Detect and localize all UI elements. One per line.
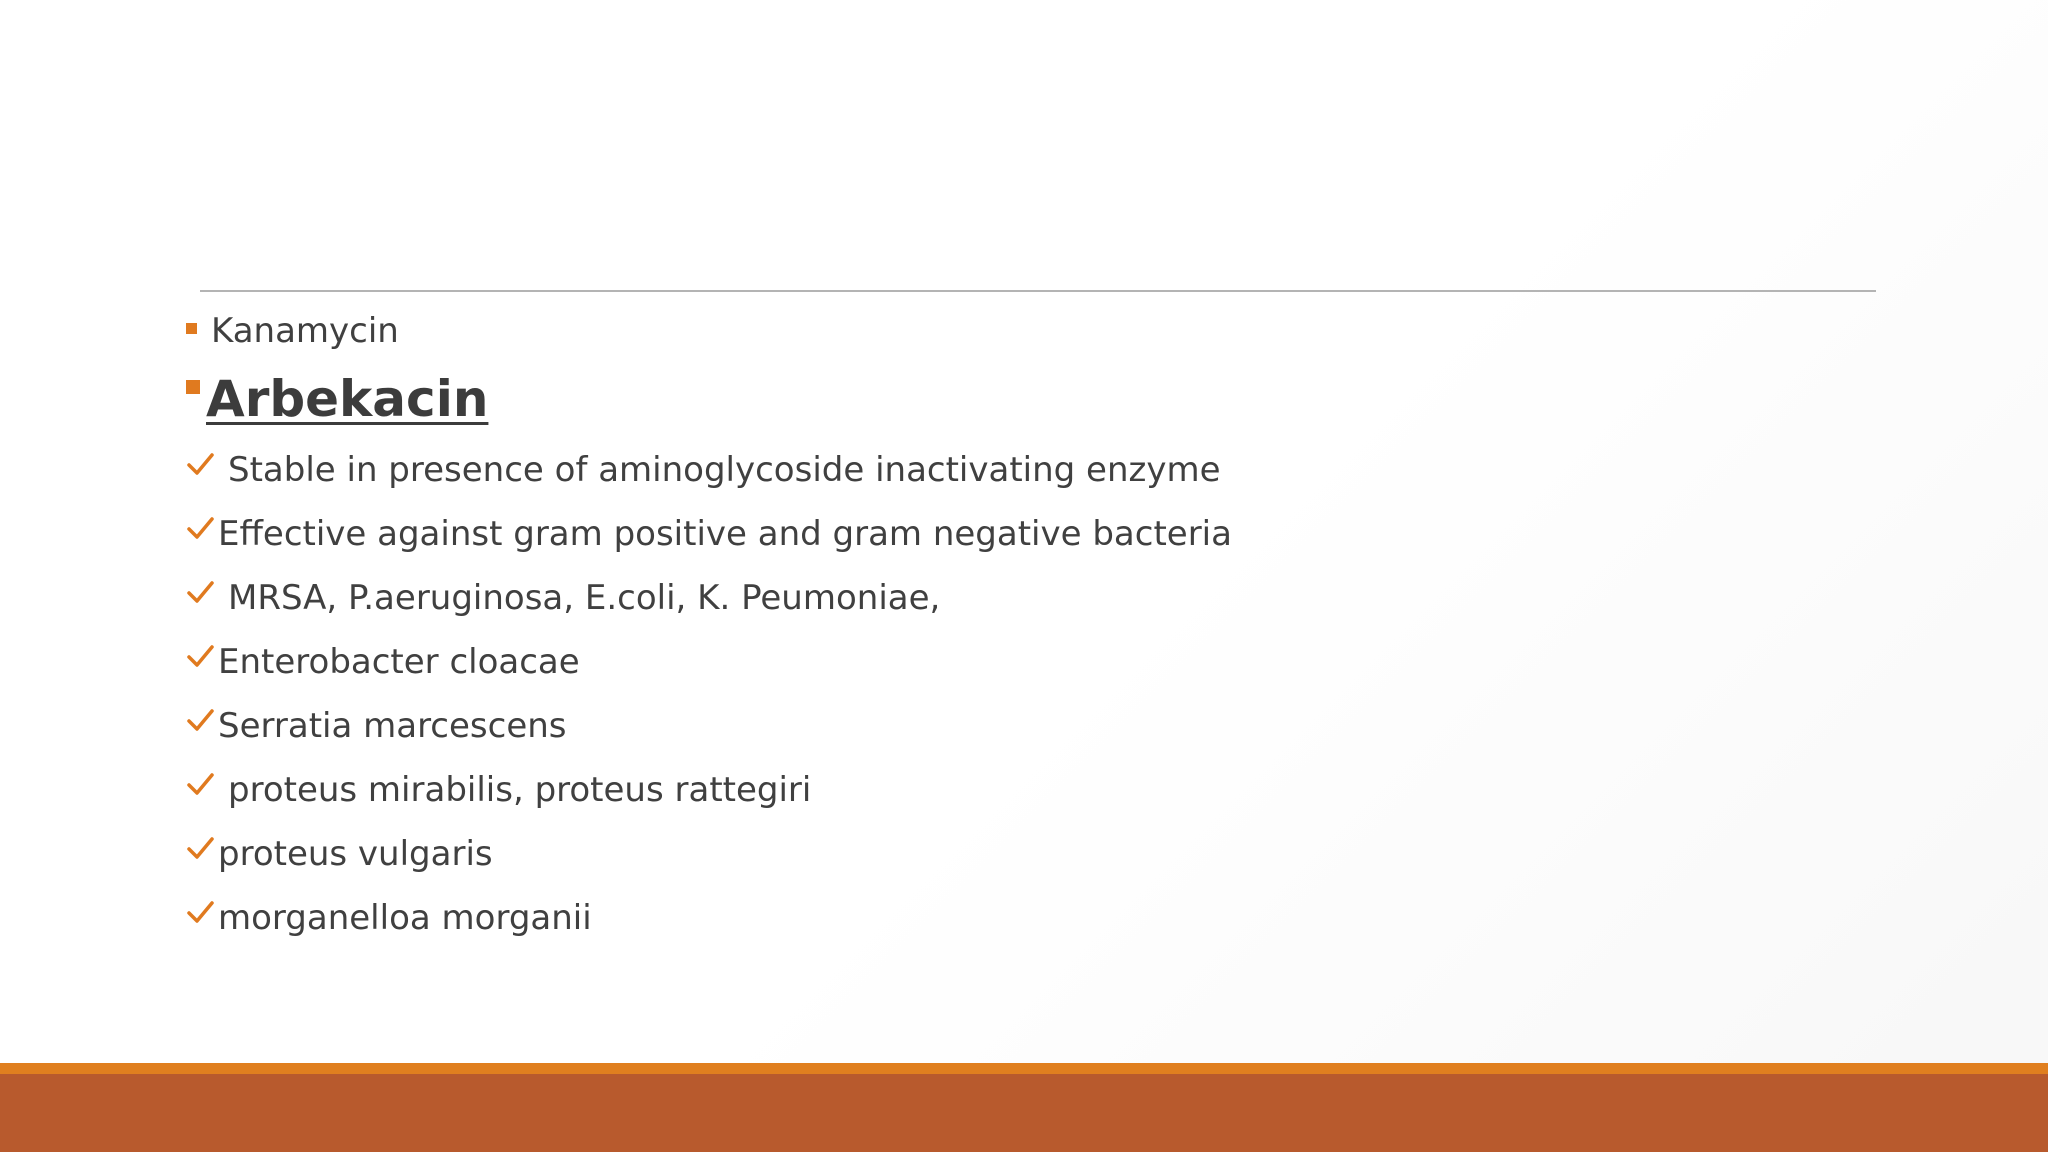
square-bullet-icon — [186, 380, 200, 394]
check-item-text: morganelloa morganii — [218, 898, 592, 938]
footer-accent-bar — [0, 1063, 2048, 1074]
check-item-text: Serratia marcescens — [218, 706, 567, 746]
checkmark-icon — [186, 450, 214, 478]
check-item — [186, 886, 1786, 950]
checkmark-icon — [186, 578, 214, 606]
check-item-text: Enterobacter cloacae — [218, 642, 580, 682]
footer-bar — [0, 1074, 2048, 1152]
check-item — [186, 438, 1786, 502]
check-item — [186, 758, 1786, 822]
slide-body — [186, 302, 1786, 950]
check-item — [186, 822, 1786, 886]
check-item — [186, 566, 1786, 630]
section-heading: Arbekacin — [206, 370, 489, 428]
checkmark-icon — [186, 834, 214, 862]
check-item — [186, 694, 1786, 758]
bullet-text: Kanamycin — [211, 311, 399, 351]
bullet-item-kanamycin — [186, 302, 1786, 360]
check-item — [186, 630, 1786, 694]
checkmark-icon — [186, 770, 214, 798]
check-item-text: Stable in presence of aminoglycoside inactivating enzyme — [228, 450, 1221, 490]
checkmark-icon — [186, 514, 214, 542]
check-item-text: Effective against gram positive and gram negative bacteria — [218, 514, 1232, 554]
title-divider — [200, 290, 1876, 292]
check-item-text: proteus vulgaris — [218, 834, 493, 874]
bullet-item-arbekacin — [186, 360, 1786, 438]
checkmark-icon — [186, 898, 214, 926]
check-item-text: MRSA, P.aeruginosa, E.coli, K. Peumoniae, — [228, 578, 941, 618]
check-item-text: proteus mirabilis, proteus rattegiri — [228, 770, 812, 810]
checkmark-icon — [186, 642, 214, 670]
check-item — [186, 502, 1786, 566]
checkmark-icon — [186, 706, 214, 734]
square-bullet-icon — [186, 323, 197, 334]
